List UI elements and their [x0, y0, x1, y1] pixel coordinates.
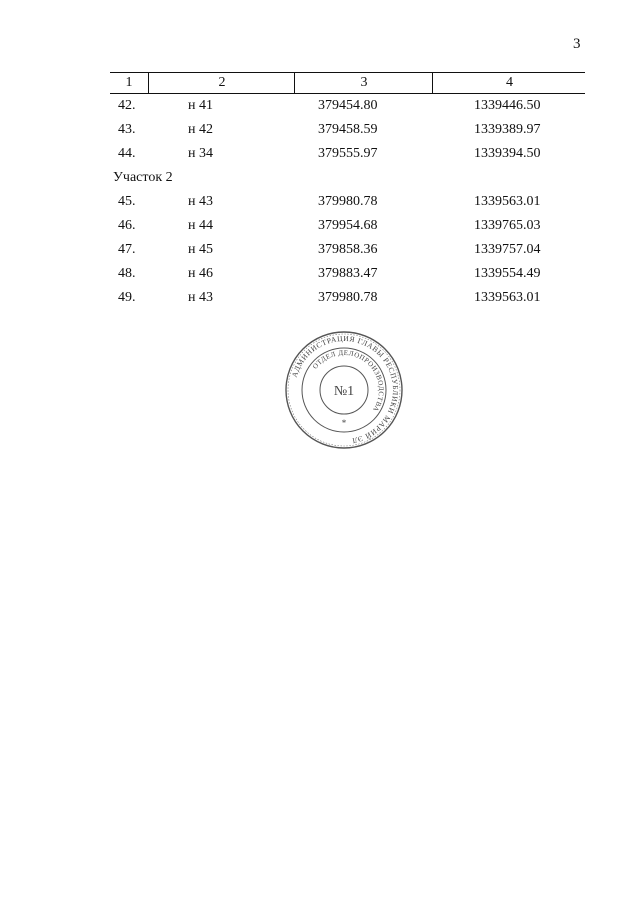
row-number: 46.	[118, 218, 136, 233]
coord-y: 1339554.49	[474, 266, 541, 281]
table-header-row	[110, 72, 585, 94]
row-number: 48.	[118, 266, 136, 281]
row-number: 47.	[118, 242, 136, 257]
header-col-2: 2	[148, 73, 295, 93]
point-name: н 46	[188, 266, 213, 281]
table-row	[110, 262, 585, 286]
table-row	[110, 286, 585, 310]
seal-outer-text: АДМИНИСТРАЦИЯ ГЛАВЫ РЕСПУБЛИКИ МАРИЙ ЭЛ	[289, 333, 401, 446]
point-name: н 41	[188, 98, 213, 113]
row-number: 49.	[118, 290, 136, 305]
coord-y: 1339394.50	[474, 146, 541, 161]
page-number: 3	[573, 36, 581, 52]
coord-y: 1339757.04	[474, 242, 541, 257]
coord-x: 379980.78	[318, 194, 378, 209]
coordinates-table	[110, 72, 585, 310]
table-row	[110, 142, 585, 166]
seal-center-number: №1	[333, 384, 355, 399]
coord-y: 1339563.01	[474, 194, 541, 209]
table-row	[110, 190, 585, 214]
point-name: н 45	[188, 242, 213, 257]
seal-inner-text: ОТДЕЛ ДЕЛОПРОИЗВОДСТВА	[311, 348, 386, 414]
coord-y: 1339765.03	[474, 218, 541, 233]
header-col-1: 1	[125, 75, 133, 90]
point-name: н 43	[188, 290, 213, 305]
row-number: 45.	[118, 194, 136, 209]
coord-y: 1339389.97	[474, 122, 541, 137]
row-number: 42.	[118, 98, 136, 113]
point-name: н 34	[188, 146, 213, 161]
coord-x: 379883.47	[318, 266, 378, 281]
point-name: н 44	[188, 218, 213, 233]
header-col-3: 3	[294, 73, 433, 93]
coord-x: 379858.36	[318, 242, 378, 257]
coord-y: 1339563.01	[474, 290, 541, 305]
point-name: н 42	[188, 122, 213, 137]
coord-x: 379555.97	[318, 146, 378, 161]
row-number: 43.	[118, 122, 136, 137]
table-row	[110, 118, 585, 142]
table-row	[110, 214, 585, 238]
row-number: 44.	[118, 146, 136, 161]
table-row	[110, 238, 585, 262]
table-row	[110, 94, 585, 118]
coord-x: 379980.78	[318, 290, 378, 305]
coord-y: 1339446.50	[474, 98, 541, 113]
coord-x: 379458.59	[318, 122, 378, 137]
seal-star: *	[341, 418, 347, 428]
point-name: н 43	[188, 194, 213, 209]
section-label: Участок 2	[113, 170, 173, 185]
coord-x: 379954.68	[318, 218, 378, 233]
official-seal	[284, 330, 404, 450]
header-col-4: 4	[432, 73, 586, 93]
coord-x: 379454.80	[318, 98, 378, 113]
